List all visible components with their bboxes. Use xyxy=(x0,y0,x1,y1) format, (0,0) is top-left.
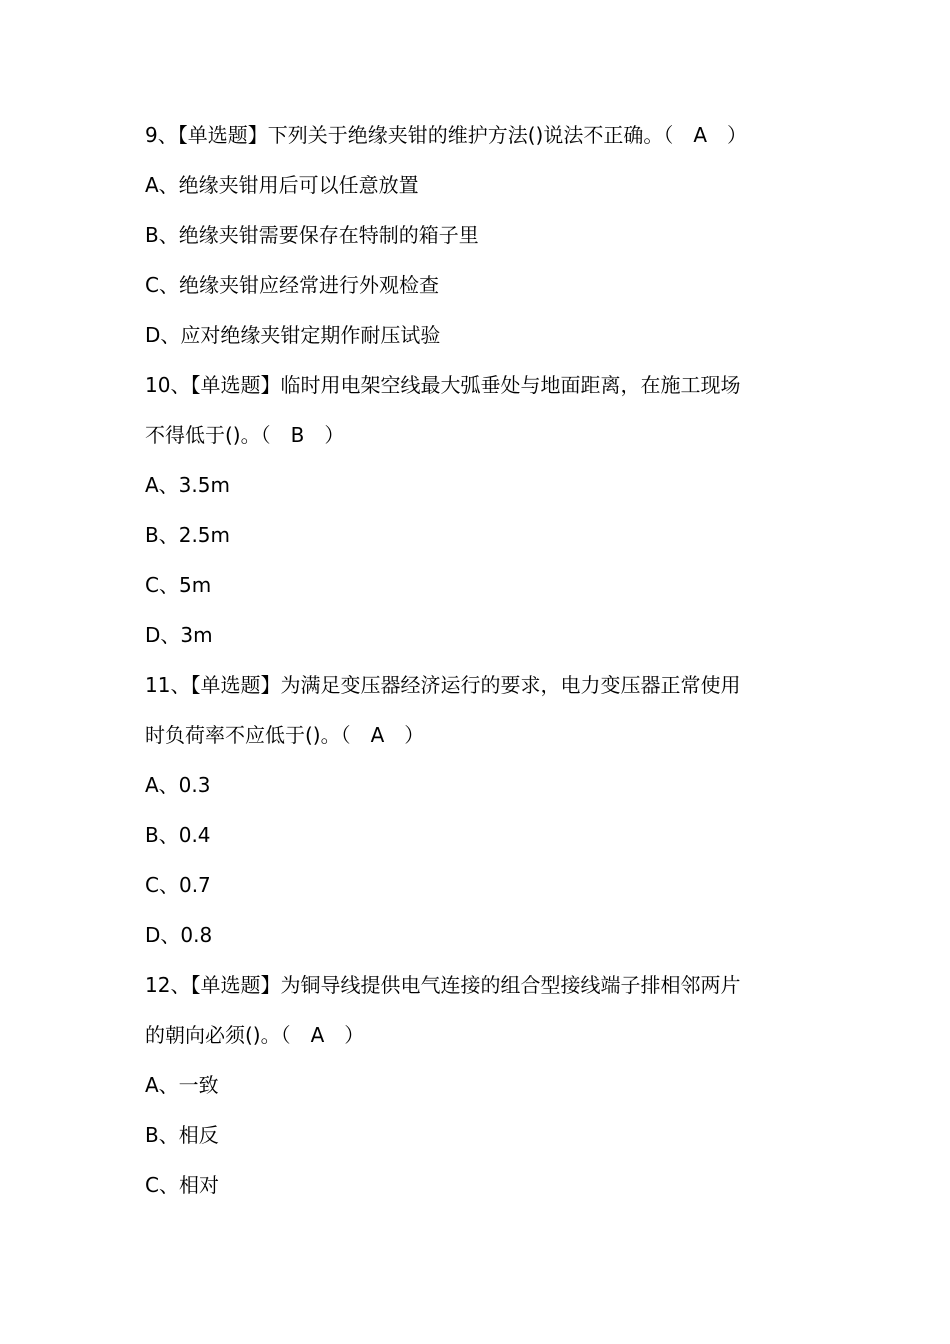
option-b: B、绝缘夹钳需要保存在特制的箱子里 xyxy=(145,223,479,247)
question-stem-cont: 时负荷率不应低于()。（ A ） xyxy=(145,723,425,747)
option-d: D、0.8 xyxy=(145,923,213,947)
option-a: A、0.3 xyxy=(145,773,211,797)
option-d: D、3m xyxy=(145,623,213,647)
option-b: B、2.5m xyxy=(145,523,231,547)
question-12 xyxy=(145,960,825,1210)
option-b: B、0.4 xyxy=(145,823,211,847)
option-c: C、相对 xyxy=(145,1173,219,1197)
question-stem-cont: 不得低于()。（ B ） xyxy=(145,423,345,447)
question-stem: 12、【单选题】为铜导线提供电气连接的组合型接线端子排相邻两片 xyxy=(145,973,741,997)
question-stem-cont: 的朝向必须()。（ A ） xyxy=(145,1023,365,1047)
question-stem: 9、【单选题】下列关于绝缘夹钳的维护方法()说法不正确。（ A ） xyxy=(145,123,748,147)
option-a: A、一致 xyxy=(145,1073,219,1097)
option-c: C、5m xyxy=(145,573,212,597)
question-11 xyxy=(145,660,825,960)
option-c: C、0.7 xyxy=(145,873,211,897)
option-a: A、绝缘夹钳用后可以任意放置 xyxy=(145,173,419,197)
option-d: D、应对绝缘夹钳定期作耐压试验 xyxy=(145,323,441,347)
document-page xyxy=(145,110,825,1210)
question-stem: 11、【单选题】为满足变压器经济运行的要求，电力变压器正常使用 xyxy=(145,673,741,697)
question-10 xyxy=(145,360,825,660)
option-c: C、绝缘夹钳应经常进行外观检查 xyxy=(145,273,439,297)
question-9 xyxy=(145,110,825,360)
option-b: B、相反 xyxy=(145,1123,219,1147)
option-a: A、3.5m xyxy=(145,473,230,497)
question-stem: 10、【单选题】临时用电架空线最大弧垂处与地面距离，在施工现场 xyxy=(145,373,741,397)
